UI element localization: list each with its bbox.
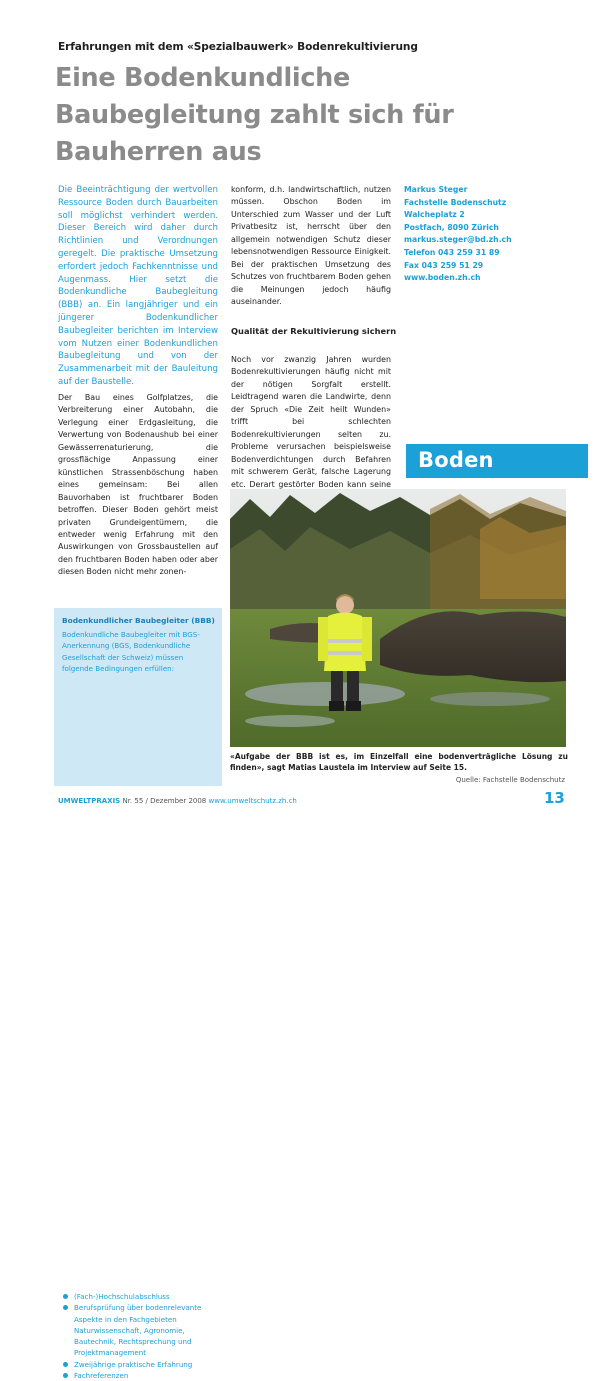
body-column-2: konform, d.h. landwirtschaftlich, nutzen müssen. Obschon Boden im Unterschied zum Wasser und der Luft Privatbesitz ist, herrscht über den allgemein notwendigen Schutz dieser lebensnotwendigen Ressource Einigkeit. Bei der praktischen Umsetzung des Schutzes von fruchtbarem Boden gehen die Meinungen jedoch häufig auseinander. (231, 185, 391, 307)
bullet-icon (63, 1294, 68, 1299)
contact-web[interactable]: www.boden.zh.ch (404, 273, 481, 283)
photo-caption: «Aufgabe der BBB ist es, im Einzelfall eine bodenverträgliche Lösung zu finden», sagt Matias Laustela im Interview auf Seite 15. (230, 752, 568, 772)
page-number: 13 (544, 789, 565, 807)
list-item: (Fach-)Hochschulabschluss (62, 1291, 217, 1302)
section-tag-box (406, 444, 588, 478)
photo-source: Quelle: Fachstelle Bodenschutz (455, 776, 565, 784)
contact-name: Markus Steger (404, 185, 468, 194)
contact-phone: Telefon 043 259 31 89 (404, 247, 500, 257)
contact-email[interactable]: markus.steger@bd.zh.ch (404, 235, 512, 245)
footer-issue: Nr. 55 / Dezember 2008 (122, 797, 207, 805)
contact-postbox: Postfach, 8090 Zürich (404, 222, 499, 232)
contact-street: Walcheplatz 2 (404, 210, 465, 220)
section-tag-label: Boden (418, 448, 494, 472)
article-photo (230, 489, 566, 747)
lead-paragraph: Die Beeinträchtigung der wertvollen Ressource Boden durch Bauarbeiten soll möglichst verhindert werden. Dieser Bereich wird daher durch Richtlinien und Verordnungen geregelt. Die praktische Umsetzung erfordert jedoch Fachkenntnisse und Augenmass. Hier setzt die Bodenkundliche Baubegleitung (BBB) an. Ein langjähriger und ein jüngerer Bodenkundlicher Baubegleiter berichten im Interview vom Nutzen einer Bodenkundlichen Baubegleitung und von der Zusammenarbeit mit der Bauleitung auf der Baustelle. (58, 185, 218, 387)
body-column-1: Der Bau eines Golfplatzes, die Verbreiterung einer Autobahn, die Verlegung einer Erdgasleitung, die Verwertung von Bodenaushub bei einer Gewässerrenaturierung, die grossflächige Anpassung einer künstlichen Strassenböschung haben eines gemeinsam: Bei allen Bauvorhaben ist fruchtbarer Boden betroffen. Dieser Boden gehört meist privaten Grundeigentümern, die entweder wenig Erfahrung mit den Auswirkungen von Grossbaustellen auf den fruchtbaren Boden haben oder aber diesen Boden nicht mehr zonen- (58, 393, 218, 577)
section-subheading: Qualität der Rekultivierung sichern (231, 326, 397, 336)
list-item: Berufsprüfung über bodenrelevante Aspekte in den Fachgebieten Naturwissenschaft, Agronomie, Bautechnik, Rechtsprechung und Projektmanagement (62, 1302, 217, 1358)
contact-block (404, 184, 554, 285)
bullet-icon (63, 1373, 68, 1378)
footer-url[interactable]: www.umweltschutz.zh.ch (208, 797, 297, 805)
info-box-list (62, 1291, 217, 1381)
list-item: Zweijährige praktische Erfahrung (62, 1359, 217, 1370)
article-kicker: Erfahrungen mit dem «Spezialbauwerk» Bodenrekultivierung (58, 41, 418, 53)
body-column-2-continued: Noch vor zwanzig Jahren wurden Bodenrekultivierungen häufig nicht mit der nötigen Sorgfalt erstellt. Leidtragend waren die Landwirte, denn der Spruch «Die Zeit heilt Wunden» trifft bei schlechten Bodenrekultivierungen selten zu. Probleme verursachen beispielsweise Bodenverdichtungen durch Befahren mit schwerem Gerät, falsche Lagerung etc. Derart gestörter Boden kann seine (231, 355, 391, 489)
page-footer (58, 797, 297, 805)
footer-brand: UMWELTPRAXIS (58, 797, 121, 805)
contact-fax: Fax 043 259 51 29 (404, 260, 484, 270)
contact-org: Fachstelle Bodenschutz (404, 197, 507, 207)
bullet-icon (63, 1305, 68, 1310)
list-item: Fachreferenzen (62, 1370, 217, 1381)
article-headline: Eine Bodenkundliche Baubegleitung zahlt sich für Bauherren aus (55, 63, 454, 167)
info-box-title: Bodenkundlicher Baubegleiter (BBB) (62, 616, 215, 625)
info-box-text: Bodenkundliche Baubegleiter mit BGS-Anerkennung (BGS, Bodenkundliche Gesellschaft der Schweiz) müssen folgende Bedingungen erfüllen: (62, 630, 200, 673)
bullet-icon (63, 1362, 68, 1367)
